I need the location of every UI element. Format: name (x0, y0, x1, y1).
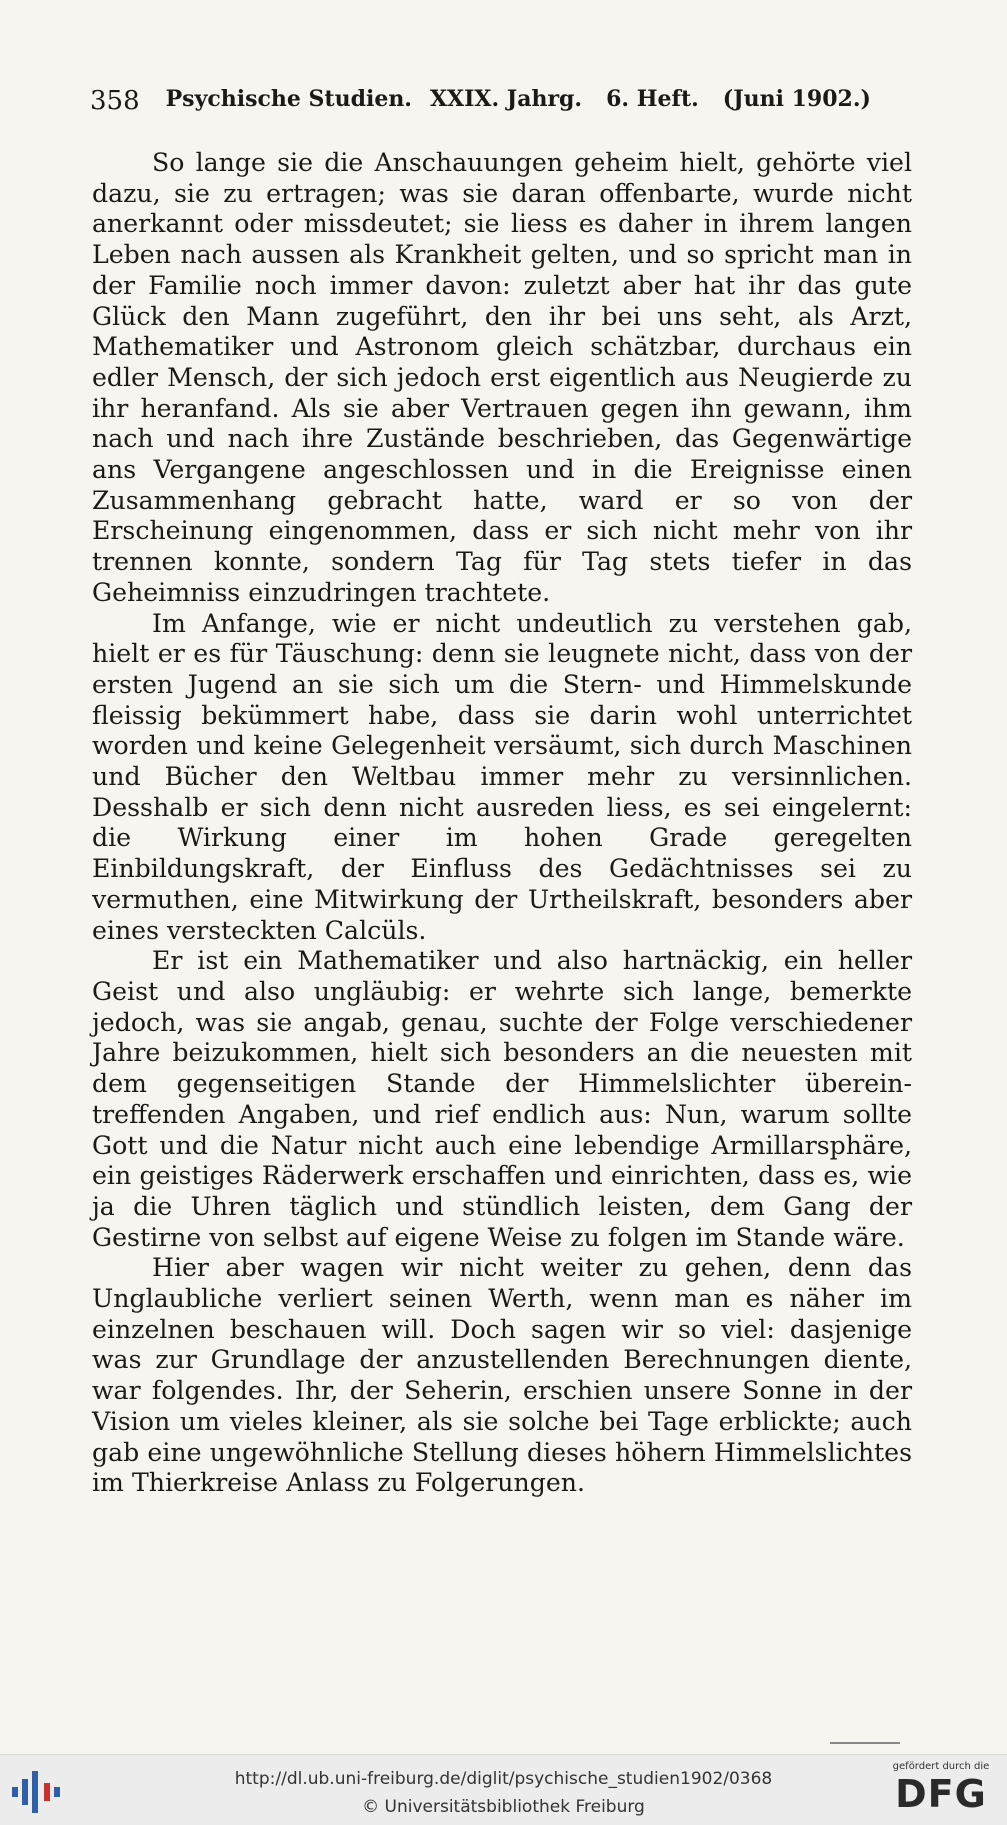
paragraph-2: Im Anfange, wie er nicht undeutlich zu verstehen gab, hielt er es für Täuschung: denn sie leugnete nicht, dass von der ersten Jugend an sie sich um die Stern- und Himmelskunde fleissig bekümmert habe, dass sie darin wohl unterrichtet worden und keine Gelegenheit versäumt, sich durch Maschinen und Bücher den Weltbau immer mehr zu versinnlichen. Desshalb er sich denn nicht ausreden liess, es sei eingelernt: die Wirkung einer im hohen Grade geregelten Einbildungskraft, der Einfluss des Gedächtnisses sei zu vermuthen, eine Mitwirkung der Urtheilskraft, besonders aber eines versteckten Calcüls. (92, 608, 912, 945)
body-text (92, 148, 912, 1499)
dfg-logo (885, 1761, 997, 1821)
paragraph-1: So lange sie die Anschauungen geheim hielt, gehörte viel dazu, sie zu ertragen; was sie daran offenbarte, wurde nicht anerkannt oder missdeutet; sie liess es daher in ihrem langen Leben nach aussen als Krankheit gelten, und so spricht man in der Familie noch immer davon: zuletzt aber hat ihr das gute Glück den Mann zugeführt, den ihr bei uns seht, als Arzt, Mathematiker und Astronom gleich schätzbar, durchaus ein edler Mensch, der sich jedoch erst eigentlich aus Neugierde zu ihr heranfand. Als sie aber Vertrauen gegen ihn gewann, ihm nach und nach ihre Zustände beschrieben, das Gegenwärtige ans Vergangene angeschlossen und in die Ereignisse einen Zusammenhang gebracht hatte, ward er so von der Erscheinung eingenommen, dass er sich nicht mehr von ihr trennen konnte, sondern Tag für Tag stets tiefer in das Geheimniss einzudringen trachtete. (92, 148, 912, 607)
paragraph-4: Hier aber wagen wir nicht weiter zu gehen, denn das Unglaubliche verliert seinen Werth, wenn man es näher im einzelnen beschauen will. Doch sagen wir so viel: dasjenige was zur Grundlage der anzustellenden Berechnungen diente, war folgendes. Ihr, der Seherin, erschien unsere Sonne in der Vision um vieles kleiner, als sie solche bei Tage erblickte; auch gab eine ungewöhnliche Stellung dieses höhern Himmelslichtes im Thierkreise Anlass zu Folgerungen. (92, 1253, 912, 1498)
running-head (90, 86, 918, 116)
bottom-rule (830, 1742, 900, 1744)
dfg-tagline: gefördert durch die (892, 1761, 990, 1772)
journal-title: Psychische Studien. (165, 86, 412, 112)
paragraph-3: Er ist ein Mathematiker und also hartnäckig, ein heller Geist und also ungläubig: er wehrte sich lange, bemerkte jedoch, was sie angab, genau, suchte der Folge verschiedener Jahre beizukommen, hielt sich besonders an die neuesten mit dem gegenseitigen Stande der Himmelslichter übereintreffenden Angaben, und rief endlich aus: Nun, warum sollte Gott und die Natur nicht auch eine lebendige Armillarsphäre, ein geistiges Räderwerk erschaffen und einrichten, dass es, wie ja die Uhren täglich und stündlich leisten, dem Gang der Gestirne von selbst auf eigene Weise zu folgen im Stande wäre. (92, 946, 912, 1252)
issue-date: (Juni 1902.) (722, 86, 871, 112)
permalink-url[interactable]: http://dl.ub.uni-freiburg.de/diglit/psychische_studien1902/0368 (234, 1769, 773, 1789)
dfg-logo-text: DFG (895, 1772, 987, 1816)
copyright-notice: © Universitätsbibliothek Freiburg (362, 1797, 645, 1817)
volume-label: XXIX. Jahrg. (429, 86, 583, 112)
page-bottom-marks (140, 1742, 900, 1748)
issue-label: 6. Heft. (606, 86, 699, 112)
viewer-footer (0, 1754, 1007, 1825)
page-number: 358 (90, 86, 140, 116)
